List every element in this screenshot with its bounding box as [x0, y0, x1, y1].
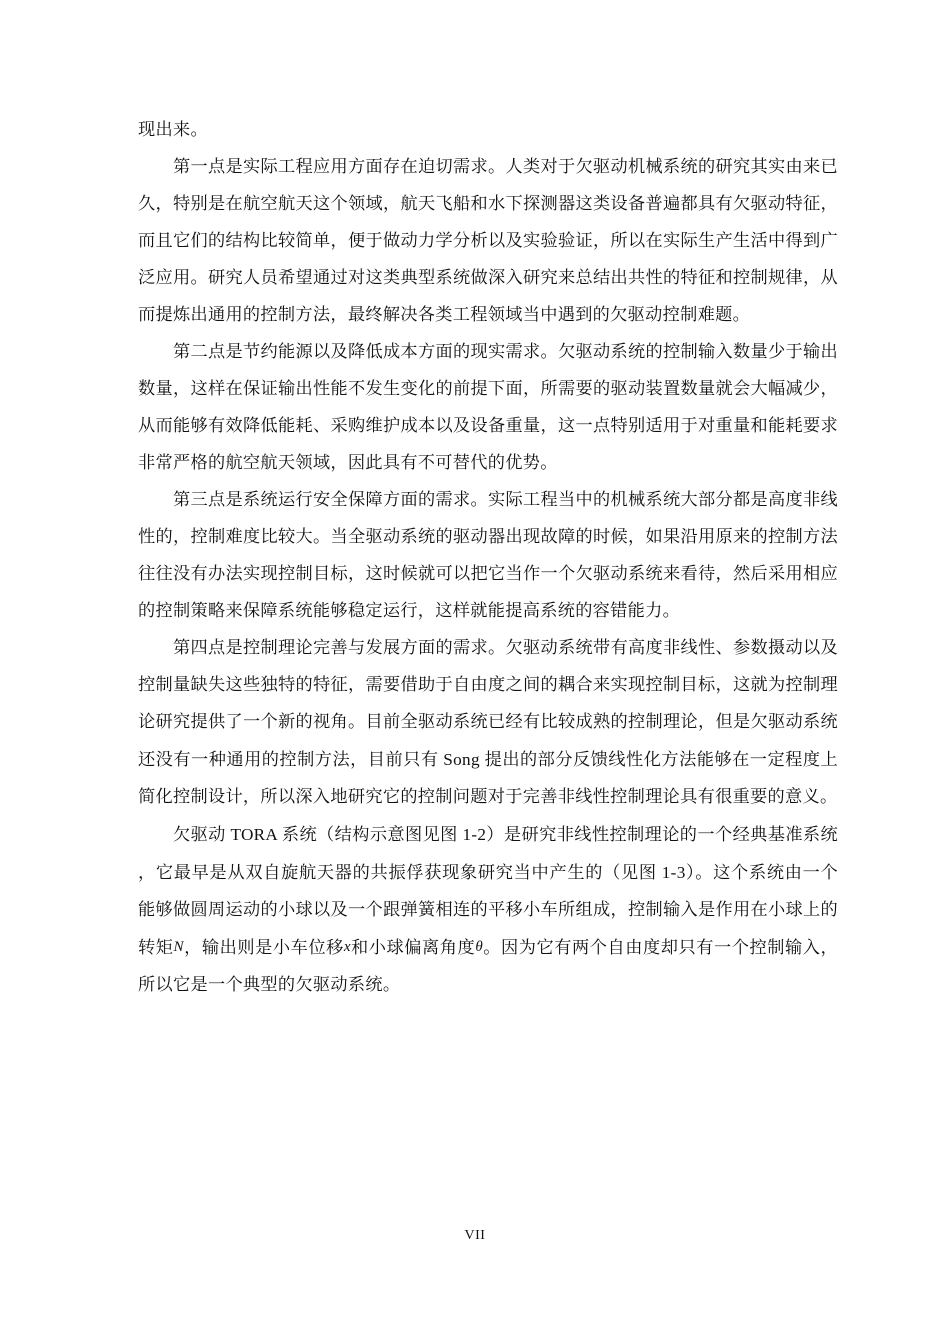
paragraph-point-four: [138, 630, 838, 816]
math-symbol-torque: N: [173, 939, 184, 955]
paragraph-point-two: 第二点是节约能源以及降低成本方面的现实需求。欠驱动系统的控制输入数量少于输出数量，这样在保证输出性能不发生变化的前提下面，所需要的驱动装置数量就会大幅减少，从而能够有效降低能耗、采购维护成本以及设备重量，这一点特别适用于对重量和能耗要求非常严格的航空航天领域，因此具有不可替代的优势。: [138, 342, 838, 473]
system-acronym: TORA: [225, 825, 282, 844]
math-symbol-angle: θ: [475, 939, 483, 955]
paragraph-text-segment: 和小球偏离角度: [350, 938, 476, 958]
paragraph-text-segment: 提出的部分反馈线性化方法能够在一定程度上简化控制设计，所以深入地研究它的控制问题对于完善非线性控制理论具有很重要的意义。: [138, 750, 838, 807]
author-name: Song: [438, 750, 485, 769]
paragraph-text-segment: 。因为它有两个自由度却只有一个控制输入，所以它是一个典型的欠驱动系统。: [138, 938, 838, 995]
paragraph-text-segment: 系统（结构示意图见图: [281, 825, 458, 845]
paragraph-text-segment: ）。这个系统由一个能够做圆周运动的小球以及一个跟弹簧相连的平移小车所组成，控制输入是作用在小球上的转矩: [138, 863, 838, 958]
math-symbol-displacement: x: [343, 939, 351, 955]
paragraph-point-one: 第一点是实际工程应用方面存在迫切需求。人类对于欠驱动机械系统的研究其实由来已久，特别是在航空航天这个领域，航天飞船和水下探测器这类设备普遍都具有欠驱动特征，而且它们的结构比较简单，便于做动力学分析以及实验验证，所以在实际生产生活中得到广泛应用。研究人员希望通过对这类典型系统做深入研究来总结出共性的特征和控制规律，从而提炼出通用的控制方法，最终解决各类工程领域当中遇到的欠驱动控制难题。: [138, 157, 838, 325]
paragraph-text-segment: ，输出则是小车位移: [183, 938, 344, 958]
figure-reference: 1-3: [656, 863, 686, 882]
paragraph-text-segment: 第四点是控制理论完善与发展方面的需求。欠驱动系统带有高度非线性、参数摄动以及控制量缺失这些独特的特征，需要借助于自由度之间的耦合来实现控制目标，这就为控制理论研究提供了一个新的视角。目前全驱动系统已经有比较成熟的控制理论，但是欠驱动系统还没有一种通用的控制方法，目前只有: [138, 638, 838, 770]
paragraph-point-three: 第三点是系统运行安全保障方面的需求。实际工程当中的机械系统大部分都是高度非线性的，控制难度比较大。当全驱动系统的驱动器出现故障的时候，如果沿用原来的控制方法往往没有办法实现控制目标，这时候就可以把它当作一个欠驱动系统来看待，然后采用相应的控制策略来保障系统能够稳定运行，这样就能提高系统的容错能力。: [138, 490, 838, 621]
paragraph-text-segment: 欠驱动: [173, 825, 226, 845]
paragraph-continuation: 现出来。: [138, 120, 208, 140]
paragraph-text-segment: ）是研究非线性控制理论的一个经典基准系统，它最早是从双自旋航天器的共振俘获现象研究当中产生的（见图: [138, 825, 838, 883]
figure-reference: 1-2: [457, 825, 487, 844]
body-text: [138, 112, 838, 1004]
page-number: VII: [464, 1228, 486, 1243]
paragraph-tora-system: [138, 816, 838, 1004]
